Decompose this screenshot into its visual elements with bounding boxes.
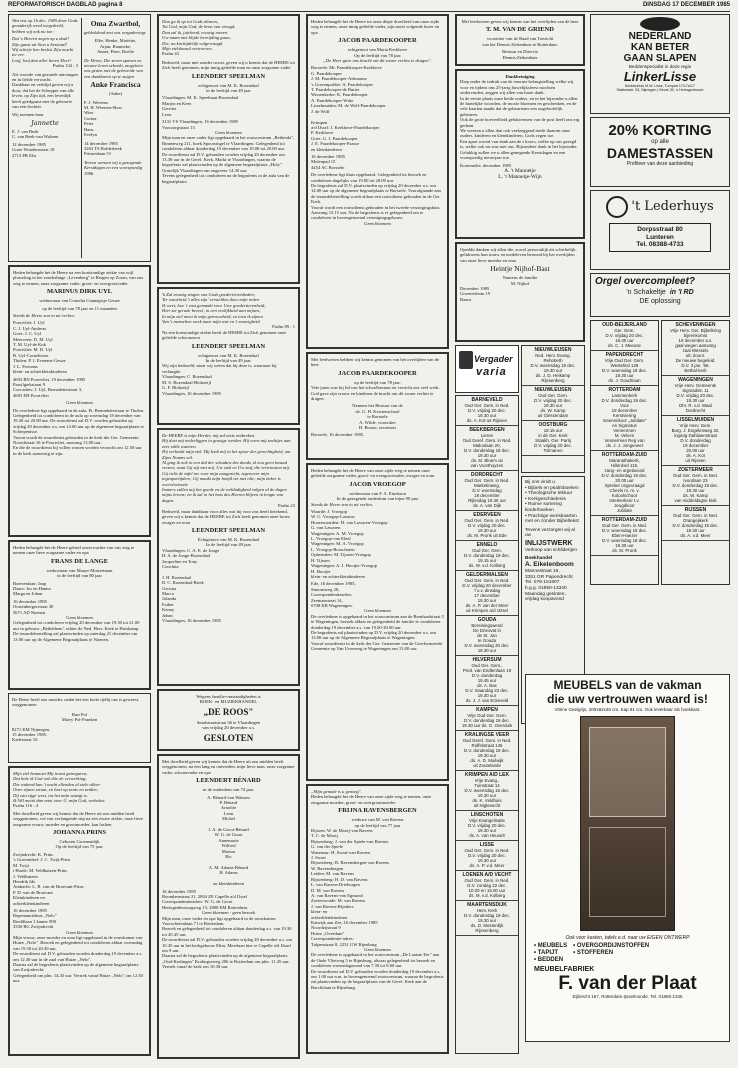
notice-verse: 'k Zal eeuwig zingen van Gods goedertierenheden; Ter waarheid 't alles zijn' verstelden door mijn reden Ik weet, hoe 't vast gemaakt voor Uwe goedertierenheid, Hier zie gerade beveel, in een vrolijkheid aan mijnen, In mijn ziel moet ik mijn getrouwheid, en toen ik zijnen Van 't menschen werk naar mijn wat en 't eeuwigheid. <box>162 292 266 325</box>
directory-entry-place: KAMPEN <box>476 707 498 713</box>
directory-entry-place: ROTTERDAM-ZUID <box>601 452 648 458</box>
notice-intro: Heden behaagde het de Heere van onze zijde weg te nemen onze geliefde zorgzame vader, groot- en overgrootvader, zwager en oom <box>311 468 435 479</box>
discount-headline: 20% KORTING <box>608 122 712 139</box>
verse-ref: Psalm 89 : 1 <box>272 324 295 330</box>
directory-entry-details: Oud Ger. Gem. in Ned. D.V. vrijdag 20 dec. 19.30 uur ds. A. Kot uit Rijssen <box>464 403 510 423</box>
organ-line-2: in 'I RD <box>669 289 694 296</box>
directory-entry-details: Vrije Oud Ger. Gem. D.V. donderdag 19 dec. 19.30 uur ds. G. Overduik <box>461 713 513 728</box>
directory-entry-details: Ger. Gem. D.V. vrijdag 20 dec. 19.30 uur ds. C. J. Meeuse <box>605 328 644 348</box>
directory-entry-details: Oud Ger. Gem. in Ned. Marketinweg, D.V. woensdag 18 december Rijlesdag 19.30 uur ds. A. van Dijk <box>464 478 510 508</box>
directory-entry-place: SCHEVENINGEN <box>675 322 716 328</box>
notice-intro: Met leedwezen geven wij kennis van het overlijden van de heer <box>461 19 579 24</box>
shop-address: Smalstraatstraat 36 te Vlaardingen van vrijdag 20 december a.s. <box>196 719 261 731</box>
directory-columns <box>590 320 730 588</box>
notice-date: Vlaardingen, 16 december 1985 <box>162 618 221 623</box>
notice-address: 8271 KM Nijmegen, 15 december 1985, Kadestraat 10. <box>12 726 51 743</box>
no-flowers: Geen bloemen - geen bezoek <box>201 910 256 916</box>
funeral-info: De overledene is opgebaard in het rouwcentrum aan de Bernhardstraat 5 te Wageningen, bezoek aldaar en gelegenheid de familie te condoleren donderdag 19 december a.s. van 19.00-20.00 uur. De begrafenis zal plaatsvinden op D.V. vrijdag 20 december a.s. om 13.00 uur op de Algemene Begraafplaats te Wageningen. Vooraf rouwdienst in de kerk der Ger. Gemeente van de Gereformeerde Gemeente op Van Uvenweg te Wageningen om 13.00 uur. <box>311 613 444 652</box>
deceased-name: FRIJNA RAVENSBERGEN <box>338 807 417 815</box>
discount-note: Profiteer van deze aanbieding <box>626 161 694 167</box>
notice-address: 3131 VS Vlaardingen, 16 december 1985 Voorzorgstraat 13 <box>162 119 239 130</box>
notice-motto: Steeds de Heere zon in uit verlies. <box>311 501 374 507</box>
meeting-directory-b <box>521 345 585 473</box>
directory-entry-place: HILVERSUM <box>472 657 502 663</box>
notice-verse: Mijn ziel benauwt Mij troost getreguren; Dat bale ik God ook dóe de verwerking; Die wakend kan 't nacht ellenden al ziele alleer Oner zijnen straat, en hart op zeniv en zeiden; Dij van zijgé weet, tot het mijn wazigt is. Ik Wil mettó dan mini voor U, mijn God, verhalen. <box>13 771 106 804</box>
directory-entry-details: Oud Ger. Gem. in Ned. D.V. woensdag 18 dec. Eben-Haezer D.V. woensdag 18 dec. 19.30 uur ds. M. Pronk <box>602 523 647 553</box>
deceased-sub: weduwnaar van Maaye Mostertman <box>46 567 113 573</box>
deceased-sub: Echtgenoot van M. K. Rozendaal <box>197 536 260 542</box>
directory-entry <box>456 656 518 706</box>
directory-entry <box>456 771 518 811</box>
funeral-info: Mijn man en onze vader ligt opgebaard in het rouwcentrum „Bethesda", Binnenweg 211, hoek Spoorsingel te Vlaardingen. Gelegenheid tot condoleren aldaar donderdag 19 december van 19.00 tot 20.00 uur. De rouwdienst zal D.V. gehouden worden vrijdag 20 december om 13.30 uur in de Geref. Kerk, Markt te Vlaardingen, waarna de begrafenis zal plaatsvinden op de algemene begraafplaats „Holy" Oostelijk Vlaardingen om ongeveer 14.30 uur. Tevens gelegenheid tot condoleren na de begrafenis in de aula van de begraafplaats. <box>162 135 295 184</box>
organ-headline: Orgel overcompleet? <box>595 276 696 287</box>
notice-verse: Dan ga ik op tot Gods altaren, Tot God, mijn God, de bron van vreugd; Dan zal ik, juichend, eeuwig roeren Uw naam met blijde bevrijding gaan, Die, na korttijdelijk volgevraagd Mijn zielskwaal vertroeven. <box>162 19 236 52</box>
notice-address: 16 december 1985 Molenpad 15 4454 AC Borssele <box>311 153 345 170</box>
deceased-name: LEENDERT SPEELMAN <box>191 342 266 350</box>
funeral-info: Mijn man, onze vader en opa ligt opgebaard in de rouwkamer, Voorschotenlaan 71 te Rotterdam. Bezoek en gelegenheid tot condoleren aldaar donderdag a.s. van 19.30 tot 20.45 uur. De rouwdienst zal D.V. gehouden worden vrijdag 20 december a.s. om 10.45 uur in het kerkgebouw Elim, Meerlaan hier te Capelle a/d IJssel om 9 uur. Daarna zal de begrafenis plaatsvinden op de algemene begraafplaats „Oud-Kralingen" Kralingseweg 206 te Rotterdam om plm. 11.45 uur. Vertrek vanaf de kerk om 10.30 uur. <box>162 915 293 970</box>
family-list: Zwijndrecht: K. Prins 's Gravendeel: J. C. Twijt-Prins M. Twijt t Harde: M. Veldhuizen-Prins J. Veldhuizen Hendrik Ido Ambacht: L. R. van de Broecant-Prins P. D. van de Broecant Kleinkinderen en achterkleinkinderen <box>13 851 84 906</box>
deceased-name: JACOB PAARDEKOOPER <box>338 37 417 45</box>
notice-intro: Bedroefd, maar met zonder troost, geven wij u kennis dat de HEERE tot Zich heeft genomen, mijn innig geliefde man en onze zorgzame vader <box>162 59 295 71</box>
no-flowers: Geen bloemen <box>364 608 391 614</box>
family-list: Rijssen: W. de Mooij-van Ravens T. C. de Mooij Rijssenberg: J. van der Spiele-van Ravens G. van der Spiele Wasenaar: H. Swart-van Ravens J. Swart Rijssenberg: B. Ravensbergen-van Ravens W. Ravensbergen Leiden: M. van Ravens Rijssenberg: H. D. van Ravens L. van Ravens-Drieborgen D. M. van Ravens A. van Ravens-van Egmond Zoeterwoude: M. van Ravens J. van Ravens-Rijnders klein- en achterkleinkinderen <box>311 828 390 920</box>
family-list: Vlaardingen: C. Rozendaal M. S. Rozendaal-Blokzeijl G. F. Blokzeijl <box>162 374 212 391</box>
notice-date: Vlaardingen, 16 december 1985 <box>162 390 221 396</box>
deceased-name: LEENDERT SPEELMAN <box>191 526 266 534</box>
directory-entry-details: Oud Ger. Gem. in Ned. D.V. zondag 22 dec. 10.00 en 15.00 uur ds. M. v.d. Kolberg <box>464 878 510 898</box>
closed-label: GESLOTEN <box>203 732 254 743</box>
column-2 <box>157 14 300 1064</box>
deceased-name: FRANS DE LANGE <box>50 557 109 565</box>
deceased-sub: Geboren Groenendijk <box>59 839 100 845</box>
organ-line-1: 'n Schakeltje <box>626 289 666 296</box>
verse-ref: Psalm 43 <box>162 51 179 57</box>
deceased-age: Op de leeftijd van 78 jaar <box>354 52 401 58</box>
notice-intro: De Heere heeft ons moeder, nadat het een korte tijdlij ons is geweest, weggenomen <box>12 697 140 708</box>
funeral-info: De overledene ligt opgebaard in de aula, Pr. Bernadettestraat te Tholen. Gelegenheid tot condoleren in de aula op woensdag 18 december van 19.30 tot 20.00 uur. De rouwdienst zal D.V. worden gehouden op vrijdag 20 december a.s. om 14.00 uur op de algemene begraafplaats te Scherpenisse. Voorat wordt de rouwdienst gehouden in de kerk der Ger. Gemeente, Noordstraat 16 te Poortvliet, aanvang 13.00 uur. En die de rouwdienst bij willen wonen worden verzocht om 12.50 uur in de kerk aanwezig te zijn. <box>13 407 145 456</box>
directory-entry <box>522 346 584 386</box>
directory-entry-place: GELDERMALSEN <box>466 572 508 578</box>
notice-intro: Heden behaagde het de Heere tot onze diepe droefheid van onze zijde weg te nemen, onze innig geliefde vader, zijn nooit volgende broer en opa <box>311 19 440 35</box>
deceased-sub: weduwnaar van F. A. Eindsson <box>349 490 406 496</box>
deceased-name: T. M. VAN DE GRIEND <box>486 26 554 34</box>
notice-intro: Met leedwezen hebben wij kennis genomen van het overlijden van de heer <box>311 357 440 368</box>
furniture-address: Eijbrecht 167, Rotterdam-Ijsselmonde. Tel. 01855-1345 <box>572 994 683 999</box>
discount-sub: op alle <box>651 139 669 145</box>
furniture-info: Vitrine Geelgrijs, 200x82x45 cm. Kap 91 cm. Ook leverbaar als hoekkast. <box>554 707 701 712</box>
family-list: Vlaardingen: M. K. Speelman-Rozendaal Marjon en Kees Gerriter Leon <box>162 95 239 117</box>
weerens-note: Tevens wensen wij u gezegende Kerstdagen en een voorspoedig 1986. <box>83 159 143 176</box>
thanks-body: Diep onder de indruk van de enorme belangstelling welke wij voor en tijdens ons 25-jarig huwelijksfeest mochten ondervinden, zeggen wij allen van harte dank. In de eerste plaats onze beide ouders, en in het bijzonder u allen de hartelijke woorden, de mooie bloemen en geschenken, en de vele kaarten maakt dat de gebeurtenis een ongeloofelijk gebeuren. Ook de grote hoeveelheid gelukwensen van de post heeft ons erg gedaan. We wensen u allen dan ook veelzeggend mede daarom onze ouders, kinderen en kleinkinderen, Gods zegen toe. Een apart woord van dank aan de s koors, welke op ons gezegd is, welke ook nu was met ons. Bijzondere dank in het bijzonder. Gelukkig zullen we u allen genegende Kerstdagen en een voorspoedig nieuwjaar toe. <box>460 79 580 161</box>
funeral-info: De overledene ligt thuis opgebaard. Gelegenheid tot bezoek en condoleren dagelijks van 19.00 tot 20.00 uur. De begrafenis zal D.V. plaatsvinden op vrijdag 20 december a.s. om 14.00 uur op de algemene begraafplaats te Borssele. Voorafgaande aan de teraardebestelling wordt aldaar een rouwdienst gehouden in de Ger. Kerk. Vooraf wordt een rouwdienst gehouden in het tweede verzorgingshuis. Aanvang 13.15 uur. Na de begrafenis is er gelegenheid om te condoleren in bovengenoemd verenigingsgebouw. <box>311 172 441 221</box>
verse-ref: Psalm 23 <box>278 503 295 509</box>
thanks-date: Kortemelte, december 1985 <box>460 162 512 168</box>
no-flowers: Geen bloemen <box>364 220 391 226</box>
funeral-info: Mijn vrouw, onze moeder en oma ligt opgebaard in de rouwkamer van Huize „Nelo". Bezoek en gelegenheid tot condoleren aldaar woensdag van 19.30 tot 20.30 uur. De rouwdienst zal D.V. gehouden worden donderdag 19 december a.s. om 12.30 uur in de zaal van Huize „Nelo". Daarna zal de begrafenis plaatsvinden op de algemene begraafplaats van Zwijndrecht. Gelegenheid om plm. 14.45 uur. Vertrek vanaf Huize „Nelo" om 12.30 uur. <box>13 934 143 984</box>
verse-ref: Psalm 116 : 4 <box>13 803 38 809</box>
deceased-sub: weduwe van M. van Ravens <box>351 817 404 823</box>
deceased-sub: echtgenoot van M. K. Rozendaal <box>198 82 259 88</box>
directory-entry <box>591 386 658 451</box>
no-flowers: Geen bloemen <box>364 946 391 952</box>
directory-entry <box>591 451 658 516</box>
deceased-name: MARINUS DIRK UYL <box>46 288 112 296</box>
directory-entry <box>456 511 518 541</box>
directory-entry-place: LISSELMUIDEN <box>676 417 715 423</box>
birth-text-3: Wij noemen haar <box>12 111 44 117</box>
notice-van-de-griend <box>455 14 585 66</box>
no-flowers: Geen bloemen <box>215 129 242 135</box>
bed-ad-line-3: GAAN SLAPEN <box>623 53 697 64</box>
death-notice-vroegop <box>306 463 449 781</box>
lederhuys-seal-icon <box>606 196 628 218</box>
directory-entry <box>456 616 518 656</box>
directory-entry-details: Vrije Oud Ger. Gem. Westelind 128 D.V. woensdag 18 dec. 19.30 uur ds. J. Goudriaan <box>602 358 647 383</box>
notice-address: 16 december 1985 Boombenstraat 21, 2804 ZE Capelle a/d IJssel Correspondentieadres: W. G. de Groot Hertogenboszorgweg 13, 2808 EM Rotterdam. <box>162 888 249 910</box>
header-left: REFORMATORISCH DAGBLAD pagina 8 <box>8 2 123 8</box>
cabinet-illustration-icon <box>580 716 675 931</box>
directory-entry-place: ROTTERDAM <box>608 387 641 393</box>
grandchildren-list: Elke, Henke, Mariëtte, Arjan, Rianneke, Annet, Peter, Roelie <box>94 38 137 55</box>
deceased-name: JOHANNA PRINS <box>53 829 106 837</box>
meeting-directory-a <box>455 395 519 1054</box>
directory-entry-details: Oud Ger. Gem. D.V. vrijdag 20 dec. 19.30 uur ds. W. Kamp uit Giessendam <box>534 393 572 418</box>
death-notice-paardekooper-1 <box>306 14 449 349</box>
organ-ad <box>590 273 730 317</box>
directory-entry-place: NIEUWLEUSEN <box>534 347 572 353</box>
family-weerens: F. J. Weerens M. H. Weerens-Boss Wim Corina Peter Hans Evelyn <box>83 99 123 138</box>
directory-entry-place: ROTTERDAM-ZUID <box>601 517 648 523</box>
deceased-name: LEENDERT SPEELMAN <box>191 72 266 80</box>
notice-intro: Bedroefd, maar dankbaar voor alles wat hij voor ons heeft betekend, geven wij u kennis dat de HEERE tot Zich heeft genomen onze broer, zwager en oom <box>162 508 291 525</box>
directory-entry <box>456 396 518 426</box>
board-signature: Namens het Bestuur van de de. G. H. Kerstenschool te Borssele A. Wilde, voorzitter H. Boone, secretaris <box>352 403 403 431</box>
page-header <box>8 2 730 12</box>
thanks-names: A. 't Mannetje L. 't Mannetje-Wijn <box>498 167 542 181</box>
bed-ad <box>590 14 730 114</box>
thank-you-notice <box>455 69 585 239</box>
furniture-firm: MEUBELFABRIEK <box>534 966 595 973</box>
death-notice-speelman-1 <box>157 14 300 284</box>
family-list: Waarde: J. Vroegop W. G. Vroegop-Lazarus Hoornwaarden: H. van Lawaren-Vroegop G. van Lawaren Wageningen: A. M. Vroegop L. Vroegop-van Eleef Wageningen: M. A. Vroegop L. Vroegop-Bosscharen Opheusden: M. Tijssen-Vroegop H. Tijssen Wageningen: A. J. Hooijer-Vroegop H. Hooijer klein- en achterkleinkinderen <box>311 509 388 579</box>
baby-name-anke: Anke Francisca <box>90 80 141 90</box>
directory-entry-place: NIEUWLEUSEN <box>534 387 572 393</box>
notice-date: Borssele, 16 december 1985. <box>311 432 365 438</box>
directory-entry-details: Vrije Evangelisatie D.V. vrijdag 20 dec. 19.30 uur ds. A. van Heuvelt <box>468 818 506 838</box>
directory-entry <box>522 421 584 456</box>
directory-entry <box>456 426 518 471</box>
notice-verse: De HEERE is mijn Herder, mij zal niets ontbreken. Hij doet mij nederliggen in grasige weiden. Hij voert mij zachtjes aan zeer stille wateren. Hij verkwikt mijn ziel. Hij leidt mij in het spoor der gerechtigheid, om Zijns Naams wil. Al ging ik ook in een dal der schaduw des doods, ik zou geen kwaad vrezen; want Gij zijt met mij. Uw stok en Uw staf, die vertroosten mij. Gij richt de tafel toe voor mijn aangezicht, tegenover mijn tegenpartijders; Gij maakt mijn hoofd vet met olie; mijn beker is overvloeiende. Immers zullen mij het goede en de weldadigheid volgen al de dagen mijns levens; en ik zal in het huis des Heeren blijven in lengte van dagen. <box>162 433 291 503</box>
directory-entry <box>662 506 729 541</box>
directory-entry-place: BARNEVELD <box>471 397 503 403</box>
directory-entry-details: Maranathakerk, Hillerdsel 115, zang- en orgelavond D.V. donderdag 19 dec. 20.00 uur Spreker ongevraagd Cheels m. m. v. Koloolschoor Interkerkenr t.v. Jeugdkoor Jubilate <box>601 458 648 513</box>
column-1 <box>8 14 151 1064</box>
verse-ref: Psalm 134 : 3 <box>52 63 78 69</box>
deceased-sub: weduwnaar van Cornelia Cunnegisje Geuze <box>39 298 120 304</box>
directory-entry-details: Oud Ger. Gem. in Ned. D.V. vrijdag 20 dec. 19.30 uur ds. M. Pronk uit Ede <box>464 518 510 538</box>
birth-announcements <box>8 14 151 262</box>
notice-verse: „Mijn genade is u genoeg". <box>311 789 362 794</box>
deceased-name: Heintje Nijhof-Bast <box>490 264 550 274</box>
directory-entry <box>456 731 518 771</box>
directory-entry-place: LISSE <box>479 842 495 848</box>
thank-you-nijhof <box>455 242 585 342</box>
linkerlisse-logo: LinkerLisse <box>623 69 697 84</box>
directory-entry-place: DORDRECHT <box>471 472 503 478</box>
funeral-info: Gelegenheid tot condoleren vrijdag 20 december van 19.30 tot 21.00 uur in gebouw „Bethlehem" achter de Ned. Herv. Kerk te Harskamp. De teraardebestelling zal plaatsvinden op zaterdag 21 december om 13.00 uur op de Algemene Begraafplaats te Nuenen. <box>13 620 140 642</box>
side-text: gebkoldend met ons vergaderings <box>83 30 146 35</box>
bookshop-name: A. Eikelenboom <box>525 561 574 569</box>
directory-entry-place: KRALINGSE VEER <box>464 732 510 738</box>
funeral-info: De overledene is opgebaard in het rouwcentrum „De Laatste Eer" aan de Oude Vlietweg 5 te Rijnsburg, alwaar gelegenheid tot bezoek en condoleren woensdagavond van 7.30 tot 8.00 uur. De rouwdienst zal D.V. gehouden worden donderdag 19 december a.s. om 1.00 uur n.m. in bovengenoemd rouwcentrum, waarna de begrafenis zal plaatsvinden op de begraafplaats van de Geref. Kerk aan de Burchtlaan te Rijnsburg. <box>311 952 444 990</box>
notice-address: 4693 BN Poortvliet, 19 december 1985 Passilgiekstraat 9 Corr.adres: J. Uyl, Bernadettestraat 3, 4693 EH Poortvliet <box>13 376 86 398</box>
directory-entry <box>662 466 729 506</box>
directory-entry-place: LINSCHOTEN <box>470 812 504 818</box>
directory-entry <box>456 871 518 901</box>
thanks-body: Opeddit danken wij allen die, zowel persoonlijk als schriftelijk, gelukwens hun trouw en medeleven betoond bij het overlijden van onze lieve moeder en oma <box>460 247 577 263</box>
directory-entry <box>456 901 518 936</box>
notice-motto: Steeds de Heere zon in uit verlies. <box>13 313 76 319</box>
directory-entry-place: MAARTENSDIJK <box>467 902 507 908</box>
directory-entry-place: KRIMPEN A/D LEK <box>464 772 510 778</box>
deceased-age: In de leeftijd van 49 jaar. <box>205 358 252 364</box>
death-notice-speelman-2 <box>157 287 300 425</box>
directory-entry-details: Vrije Herv. Ger. Bijbelkring bijeenkomst 19 december a.s. gaal wegen aanvang zaal Wessels uit; dooor. De nieuwe begeleid. D.V. 3 jan. '86. Bethal-kerk <box>670 328 721 373</box>
lederhuys-address: Dorpsstraat 80 Lunteren Tel. 08388-4733 <box>609 223 711 252</box>
correspondence-address: Correspondentie-adres: Tulpenstraat 8, 2231 GW Rijnsburg <box>311 936 377 947</box>
family-list: Vlaardingen: C. A. E. de Jonge H. A. de Jonge-Rozendaal Jacqueline en Tony Conchita J. H. Rozendaal B. C. Rozendaal-Briek Gerrina Marco Jolanda Esther Kenny Johan <box>162 547 220 618</box>
birth-text: Als woorde van gezonde ontvangen en in liefde verwacht. Dankbaar en verblijd geven wij u door, dat het de Schepper van alle leven, op Zijn tijd, een levenlijk heeft goedgunst met de geboorte van een dochter. <box>12 71 78 110</box>
directory-entry-place: OOSTBURG <box>538 422 568 428</box>
family-list: Borssele: Mr. Paardekooper-Kerkhove G. Paardekooper J. M. Paardekooper-Adriaanse 's Gravenpolder: A. Paardekooper T. Paardekooper-de Ruiter Wissenkerke: K. Paardekooper A. Paardekooper-Witte Lisselmuiden: M. de Wolf-Paardekooper J. de Wolf Krimpen a/d IJssel: J. Kerkhove-Paardekooper P. Kerkhove Goes: G. J. Paardekooper J. E. Paardekooper-Faasse en kleinkinderen <box>311 65 386 152</box>
directory-entry <box>522 386 584 421</box>
directory-entry-details: Vrije Herv. Gemeente Sigmadstr. 11 D.V. vrijdag 20 dec. 19.30 uur Dhr. R. v.d. Waal Dordrecht <box>674 383 717 413</box>
notice-intro: Met droefheid geven wij kennis dat de Heere uit ons midden heeft weggenomen, vol van verlangende stip na een zware ziekte, onze lieve zorgzame vrouw, moeder en grootmoeder, kan lachen <box>13 810 144 827</box>
death-notice-paardekooper-2 <box>306 352 449 460</box>
directory-entry-details: Oud Ger. Gem. in Ned. D.V. vrijdag 20 dec. 19.30 uur ds. A. P. v.d. Meer <box>464 848 510 868</box>
directory-entry-details: Oud Ger. Gem. D.V. donderdag 19 dec. 19.15 uur ds. W. v.d. Kolberg <box>464 548 510 568</box>
death-notice-de-lange <box>8 540 151 690</box>
deceased-age: Op de leeftijd van 75 jaar. <box>55 844 104 850</box>
deceased-age: op de leeftijd van 77 jaar <box>354 822 401 828</box>
directory-entry-details: Oud Geref. Gem. in Ned. Ruffelstraat 145 D.V. donderdag 19 dec. 19.30 uur ds. A. D. Muilwijk uit Zoutelande <box>462 738 512 768</box>
notice-address: Katwijk aan Zee, 16 december 1985 Noordzijstraat 9 Huize „Overduin" <box>311 919 378 936</box>
lederhuys-ad <box>590 190 730 270</box>
notice-address: 16 december 1985 Oostenbergerstraat 30 5671 AD Nuenen <box>13 598 54 615</box>
directory-entry-details: Herv. Kerk D.V. donderdag 19 dec. 19.30 uur ds. D. Mosterdijk Rijssenberg <box>464 908 510 933</box>
vergader-column-a <box>455 345 519 1057</box>
family-list: Bart Pol Marry Pol-Franken <box>61 711 98 723</box>
directory-entry-details: Oud Ger. Gem. in Ned. D.V. vrijdag 20 december 'l o.v. dinsdag 17 december 19.30 uur ds. A. P. van der Meer uit Krimpen a/d IJssel <box>462 578 512 613</box>
bed-ad-address: Beddenhuis M.W. Lisse, Turnpad 17/17a/17 Stationsstr. 53, Nijmegen | Beurs 30, 's Hertogenbosch <box>616 84 704 93</box>
header-right: DINSDAG 17 DECEMBER 1985 <box>642 2 730 8</box>
furniture-title: MEUBELS van de vakman <box>553 678 702 692</box>
notice-address: Ede, 16 december 1985, Simonsweg 20, Correspondentieadres: Zeemanstraat 14, 6708 KB Wageningen. <box>311 581 356 608</box>
no-flowers: Geen bloemen <box>66 400 93 406</box>
bookshop-address: Mannestraat 16, 3351 GR Papendrecht Tel. 078-151907 b.g.g. 01850-13340 Maandag gesloten, vrijdag koopavond <box>525 569 573 603</box>
framing-tail: Verkoop van schilderijen <box>525 547 577 553</box>
column-3 <box>306 14 449 1064</box>
speaker-icon <box>459 351 473 369</box>
notice-intro: Heden behaagde het de Heere geheel onverwachte van ons weg te nemen onze lieve zorgzame vader en opa <box>13 545 135 556</box>
directory-entry-details: Bereiningswend De Drieovat in de St. Jan te Gouda D.V. woensdag 20 dec. 19.30 uur <box>464 623 510 653</box>
notice-verse: „De Heer gave ons kracht om dit zware verlies te dragen". <box>323 58 432 64</box>
deceased-age: op de leeftijd van 78 jaar en 11 maanden <box>42 305 117 311</box>
directory-entry <box>591 321 658 351</box>
weerens-date: 14 december 1985 3263 TS Bolderbeek Prinsenlaan 51 <box>83 140 122 157</box>
death-notice-prins <box>8 766 151 1056</box>
vergader-title: Vergader <box>474 354 513 364</box>
shop-name: „DE ROOS" <box>203 706 254 717</box>
thanks-title: Dankbetuiging <box>505 74 535 79</box>
no-flowers: Geen bloemen <box>66 615 93 621</box>
directory-entry <box>456 571 518 616</box>
furniture-list-2: • OVERGORDIJNSTOFFEN • STOFFEREN <box>573 943 650 956</box>
vergader-varia-logo <box>455 345 519 393</box>
notice-text: Vele jaren was hij lid van het schoolbestuur en verricht ons veel werk. God gave zijn vrouw en kinderen de kracht om dit zware verlies te dragen. <box>311 385 440 402</box>
thanks-date: December 1985 Groenterbom 19 Baarn <box>460 286 491 302</box>
no-flowers: Geen bloemen <box>66 929 93 935</box>
bookshop-label: Boekhandel <box>525 555 553 561</box>
death-notice-speelman-3 <box>157 428 300 686</box>
directory-entry <box>456 841 518 871</box>
furniture-ad <box>525 674 730 1042</box>
directory-entry <box>662 321 729 376</box>
directory-entry-details: Lammenkerk D.V. donderdag 19 dec. Voor 18 december Kerstviering mannenkoor „Jubilate" en Sigmatus Vennermen M. Velcen Vennermen Reg van ds. J. J. Jongeneel <box>601 393 648 448</box>
notice-text: Wij zijn bedroefd, maar wij weten dat hij deze is, waarnaar hij verlangde. <box>162 363 277 374</box>
side-verse: De Heere, Die zeven spanen en nieuwe leven schenkt, mogeleen ons genen met de gebroeide van een dankbaren op te zuigen <box>83 57 143 79</box>
directory-entry-details: Oud Ger. Gem. in Ned. Ivoorlaan 23 D.V. donderdag 19 dec. 19.30 uur ds. W. Kamp van middeldagse klok <box>672 473 719 503</box>
directory-entry <box>456 706 518 731</box>
directory-entry-details: Lieren Oud Geref. Gem. in Ned. Maloolaan 20, D.V. donderdag 19 dec. 19.30 uur ds. M. Bloem uit van Voorthuyzen <box>462 433 512 468</box>
deceased-age: in de leeftijd van 80 jaar <box>57 573 102 579</box>
bed-ad-line-1: NEDERLAND <box>628 31 692 42</box>
notice-signature: Bestuur en Directie Dennis-Ziekenhuis <box>502 49 538 60</box>
death-notice-ravensbergen <box>306 784 449 1054</box>
directory-entry-place: PAPENDRECHT <box>605 352 644 358</box>
deceased-age: In de gezegende ouderdom van bijna 90 jaar <box>336 496 419 502</box>
framing-title: INLIJSTWERK <box>525 539 573 547</box>
parents-names: E. J. van Beek C. van Beek-van Walsem <box>12 128 59 140</box>
birth-verse-2: Dat 's Heeren zegen op u daal! Zijn gunst uit Sion u bestraal! Wij schrijv hen beslist Zijn macht ter eer. Loof, loof dan aller heren Heer! <box>12 36 74 63</box>
directory-entry-details: Oud Ger. Gem. in Ned. Orangejikerk D.V. donderdag 19 dec. 19.30 uur ds. A. v.d. Meer <box>672 513 719 538</box>
bookshop-offerings: Bij ons vindt u • Bijbels en psalmboeken • Theologische lektuur • Kerkgeschiedenis • Ruime sortering kinderboeken • Prachtige wenskaarten met en zonder Bijbeltekst <box>525 480 579 525</box>
directory-entry-details: 18.15 uur in de Ger. Kerk Staakh. Ger. Partij D.V. vrijdag 20 dec. Tolmanen <box>534 428 572 453</box>
notice-intro: Heden behaagde het de Heere van onze zijde weg te nemen, onze zorgzame moeder, groot- en overgrootmoeder <box>311 794 432 805</box>
meeting-directory-c <box>590 320 659 585</box>
notice-intro: Heden behaagde het de Heere na een kortstondige ziekte van wijl plotseling in het zonderlinge „Levenberg" te Bergen op Zoom, van ons weg te nemen, onze zorgzame vader, groot- en overgrootvader <box>13 270 144 286</box>
directory-entry-place: EDERVEEN <box>473 512 501 518</box>
directory-entry <box>456 471 518 511</box>
meeting-directory-d <box>661 320 730 585</box>
oma-zwartbol: Oma Zwartbol, <box>90 19 141 28</box>
death-notice-pol <box>8 693 151 763</box>
directory-entry-details: Vrije Evang., Tuinstraat 14 D.V. woensdag 18 dec. 19.30 uur ds. K. Veldhuis uit Nigtevecht <box>464 778 510 808</box>
birth-verse: Wat ons op 16 dec. 1985 door Gods genaderijk werd toegedeeld, hebben wij ook nu toe: <box>12 18 78 34</box>
directory-entry-details: Ned. Herv. Evang. Rehobeth D.V. woensdag 18 dec. 19.30 uur ds. J. D. Heikamp Rijssenberg <box>530 353 576 383</box>
directory-entry <box>662 416 729 466</box>
closed-notice-de-roos <box>157 689 300 751</box>
furniture-list-1: • MEUBELS • TAPIJT • BEDDEN <box>534 943 568 963</box>
deceased-name: JACOB VROEGOP <box>349 480 406 488</box>
baby-nickname: (Anke) <box>108 91 122 97</box>
deceased-age: in de ouderdom van 74 jaar. <box>202 787 255 793</box>
furniture-title-2: die uw vertrouwen waard is! <box>547 692 708 706</box>
deceased-name: LEENDERT BÉNARD <box>196 777 261 785</box>
family-list: Boerrenlaan: Jaap Daars: Jos en Hanna Marga en Johan <box>13 580 51 597</box>
deceased-name: JACOB PAARDEKOOPER <box>338 369 417 377</box>
bed-ad-line-4: Beddenspecialist in deze regio <box>628 64 692 69</box>
family-list: Poortvliet: J. Uyl C. J. Uyl-Andreas Goes: J. C. Uyl Meerveen: D. M. Uyl T. M. Uyl-de Kok Poortvliet: M. D. Uyl B. Uyl-Cornelissen Tholen: P. J. Evenans-Geuze J. L. Evenans klein- en achterkleinkinderen <box>13 320 67 375</box>
directory-entry <box>662 376 729 416</box>
bed-logo-icon <box>640 17 680 31</box>
lederhuys-logo: 't Lederhuys <box>631 199 714 214</box>
deceased-sub: echtgenoot van Maria Kerkhove <box>347 47 408 53</box>
bag-headline: DAMESTASSEN <box>606 145 714 161</box>
baby-name-jannette: Jannette <box>31 118 59 127</box>
deceased-age: op de leeftijd van 78 jaar. <box>354 379 401 385</box>
directory-entry-place: ZOETERMEER <box>678 467 713 473</box>
deceased-age: In de leeftijd van 49 jaar <box>205 542 252 548</box>
directory-entry <box>591 516 658 556</box>
furniture-brand: F. van der Plaat <box>558 973 697 994</box>
directory-entry-place: WAGENINGEN <box>678 377 713 383</box>
furniture-caption: Ook voor kasten, tafels e.d. naar uw EIGEN ONTWERP <box>565 935 690 941</box>
deceased-role: voorzitter van de Raad van Toezicht van het Dennis-Ziekenhuis te Rotterdam. <box>482 36 558 47</box>
notice-address: 16 december 1985 Repentantiehuis „Nelo" Riedillaan 1 kamer 890 3330 RG Zwijndrecht <box>13 907 57 930</box>
death-notice-benard <box>157 754 300 1059</box>
directory-entry-place: BEEKBERGEN <box>469 427 505 433</box>
bed-ad-line-2: KAN BETER <box>630 42 690 53</box>
directory-entry-place: OUD-BEIJERLAND <box>602 322 647 328</box>
directory-entry-place: RIJSSEN <box>684 507 707 513</box>
directory-entry-place: LOENEN A/D VECHT <box>462 872 512 878</box>
directory-entry <box>456 541 518 571</box>
death-notice-uyl <box>8 265 151 537</box>
bookshop-tail: Tevens verzorgen wij al uw <box>525 527 575 539</box>
directory-entry-place: ENNELO <box>476 542 498 548</box>
directory-entry-details: Oud Ger. Gem., Pred. van Endtenlaan 19 D.V. donderdag 19.45 uur ds. A. Bax D.V. maandag 23 dec. 19.30 uur ds. J. J. van Eckeveld <box>462 663 512 703</box>
thanks-signature: Namens de familie M. Nijhof <box>502 275 538 286</box>
closed-intro: Wegens familie-omstandigheden is BOEK- en MUZIEKHANDEL <box>196 694 261 705</box>
notice-intro: Met droefheid geven wij kennis dat de Heere uit ons midden heeft weggenomen, na een lang en ontvreden, mijn lieve man, onze zorgzame vader, schoonvader en opa <box>162 759 295 775</box>
deceased-age: in de leeftijd van 49 jaar <box>206 88 251 94</box>
directory-entry-place: GOUDA <box>477 617 497 623</box>
directory-entry <box>591 351 658 386</box>
directory-entry-details: Vrije Herv. Gem. Burg. J. Engelenweg 32, ingang Dahliaenstraat D.V. donderdag 19 december 20.00 uur ds. A. Kot uit Rijssen <box>671 423 720 463</box>
deceased-sub: echtgenoot van M. K. Rozendaal <box>198 352 259 358</box>
organ-line-3: DE oplossing <box>639 298 681 305</box>
birth-date-address: 12 december 1985 Grote Woudenstraat 18 2713 PR Elst <box>12 141 55 158</box>
directory-entry <box>456 811 518 841</box>
notice-intro: Na een kortstondige ziekte heeft de HEERE tot Zich genomen onze geliefde schoonzoon <box>162 329 287 341</box>
family-list: A. Bénard-van Walsem P. Bénard Arnoltie Leon Michel J. A. de Groot-Bénard W. G. de Groot Annemarie Wilfred Marion Ric A. M. Adams-Bénard H. Adams en kleinkinderen <box>207 794 250 887</box>
varia-title: varia <box>476 366 507 378</box>
bag-discount-ad <box>590 117 730 187</box>
